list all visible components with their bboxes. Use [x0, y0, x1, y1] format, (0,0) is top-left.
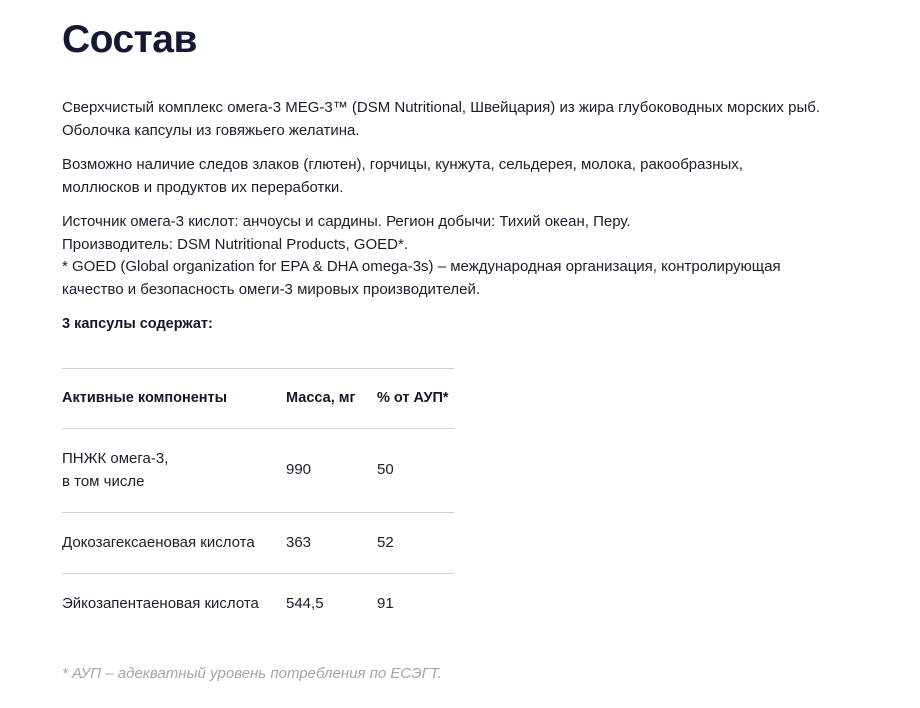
percent-cell: 52 — [377, 513, 454, 574]
description-paragraph — [62, 97, 902, 142]
component-name: ПНЖК омега-3, — [62, 450, 169, 467]
composition-table — [62, 368, 454, 635]
component-name: Эйкозапентаеновая кислота — [62, 595, 259, 613]
goed-note-line: * GOED (Global organization for EPA & DHA omega-3s) – международная организация, контролирующая — [62, 258, 781, 275]
allergen-line: моллюсков и продуктов их переработки. — [62, 178, 344, 196]
allergen-paragraph — [62, 154, 902, 199]
component-name-sub: в том числе — [62, 472, 145, 490]
page-title: Состав — [62, 18, 197, 61]
source-line: Источник омега-3 кислот: анчоусы и сардины. Регион добычи: Тихий океан, Перу. — [62, 213, 631, 230]
mass-cell: 990 — [286, 429, 377, 513]
header-mass: Масса, мг — [286, 369, 377, 429]
header-percent: % от АУП* — [377, 369, 454, 429]
description-line: Сверхчистый комплекс омега-3 MEG-3™ (DSM Nutritional, Швейцария) из жира глубоководных морских рыб. — [62, 99, 820, 116]
percent-cell: 50 — [377, 429, 454, 513]
composition-section — [62, 0, 902, 635]
table-row — [62, 574, 454, 636]
component-name-cell — [62, 429, 286, 513]
table-header-row — [62, 369, 454, 429]
table-heading: 3 капсулы содержат: — [62, 316, 213, 332]
percent-cell: 91 — [377, 595, 394, 613]
table-row — [62, 513, 454, 574]
allergen-line: Возможно наличие следов злаков (глютен), горчицы, кунжута, сельдерея, молока, ракообразных, — [62, 156, 743, 173]
manufacturer-line: Производитель: DSM Nutritional Products, GOED*. — [62, 235, 409, 253]
table-row — [62, 429, 454, 513]
description-line: Оболочка капсулы из говяжьего желатина. — [62, 121, 360, 139]
footnote: * АУП – адекватный уровень потребления по ЕСЭГТ. — [62, 665, 442, 682]
source-paragraph — [62, 211, 902, 301]
mass-cell: 544,5 — [286, 595, 324, 613]
header-component: Активные компоненты — [62, 369, 286, 429]
component-name: Докозагексаеновая кислота — [62, 513, 286, 574]
goed-note-line: качество и безопасность омеги-3 мировых производителей. — [62, 280, 481, 298]
mass-cell: 363 — [286, 513, 377, 574]
